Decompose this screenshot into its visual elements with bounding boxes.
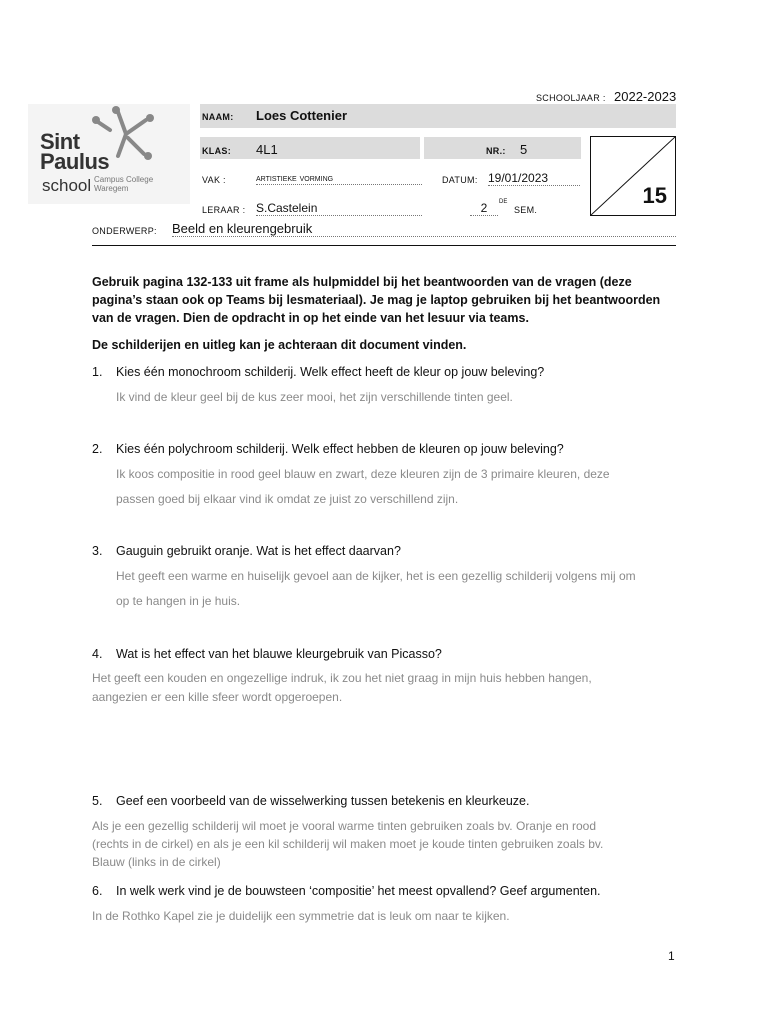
question-text: Kies één polychroom schilderij. Welk effect hebben de kleuren op jouw beleving?	[116, 442, 564, 456]
question-5	[92, 794, 529, 808]
logo-line2: Paulus	[40, 149, 110, 174]
question-number: 2.	[92, 442, 103, 456]
intro-note: De schilderijen en uitleg kan je achteraan dit document vinden.	[92, 338, 467, 352]
answer-2-line: Ik koos compositie in rood geel blauw en zwart, deze kleuren zijn de 3 primaire kleuren, deze	[116, 467, 610, 481]
datum-value: 19/01/2023	[488, 171, 580, 186]
question-1	[92, 365, 544, 379]
answer-5-line: (rechts in de cirkel) en als je een kil schilderij wil maken moet je koude tinten gebruiken zoals bv.	[92, 837, 604, 851]
logo-line1: Sint	[40, 129, 80, 154]
score-value: 15	[642, 183, 667, 208]
naam-value: Loes Cottenier	[256, 108, 348, 123]
answer-2-line: passen goed bij elkaar vind ik omdat ze juist zo verschillend zijn.	[116, 492, 459, 506]
question-4	[92, 647, 442, 661]
intro-paragraph	[92, 273, 692, 327]
school-logo	[28, 104, 190, 204]
klas-value: 4L1	[256, 142, 278, 157]
vak-label: VAK :	[202, 175, 226, 185]
logo-sub2: Waregem	[94, 184, 129, 193]
leraar-label: LERAAR :	[202, 205, 246, 215]
answer-1-line: Ik vind de kleur geel bij de kus zeer mooi, het zijn verschillende tinten geel.	[116, 390, 513, 404]
question-number: 5.	[92, 794, 103, 808]
nr-label: NR.:	[486, 146, 506, 156]
answer-3-line: op te hangen in je huis.	[116, 594, 241, 608]
leraar-value: S.Castelein	[256, 201, 422, 216]
question-2	[92, 442, 564, 456]
nr-value: 5	[520, 142, 528, 157]
sem-label: SEM.	[514, 205, 538, 215]
sem-value: 2	[470, 201, 498, 216]
answer-5-line: Als je een gezellig schilderij wil moet je vooral warme tinten gebruiken zoals bv. Oranje en rood	[92, 819, 597, 833]
score-box	[590, 136, 676, 216]
question-text: Geef een voorbeeld van de wisselwerking tussen betekenis en kleurkeuze.	[116, 794, 530, 808]
question-text: Wat is het effect van het blauwe kleurgebruik van Picasso?	[116, 647, 442, 661]
logo-line3: school	[42, 176, 92, 195]
answer-4-line: aangezien er een kille sfeer wordt opgeroepen.	[92, 690, 343, 704]
sem-sup: DE	[499, 199, 508, 205]
answer-6-line: In de Rothko Kapel zie je duidelijk een symmetrie dat is leuk om naar te kijken.	[92, 909, 510, 923]
question-text: In welk werk vind je de bouwsteen ‘compositie’ het meest opvallend? Geef argumenten.	[116, 884, 601, 898]
klas-row	[200, 137, 420, 159]
answer-4-line: Het geeft een kouden en ongezellige indruk, ik zou het niet graag in mijn huis hebben hangen,	[92, 671, 592, 685]
datum-label: DATUM:	[442, 175, 478, 185]
question-text: Gauguin gebruikt oranje. Wat is het effect daarvan?	[116, 544, 401, 558]
onderwerp-value: Beeld en kleurengebruik	[172, 221, 676, 237]
intro-line: van de vragen. Dien de opdracht in op het einde van het lesuur via teams.	[92, 311, 529, 325]
question-number: 4.	[92, 647, 103, 661]
question-number: 1.	[92, 365, 103, 379]
schooljaar-value: 2022-2023	[614, 89, 677, 104]
question-6	[92, 884, 601, 898]
klas-label: KLAS:	[202, 146, 231, 156]
intro-line: Gebruik pagina 132-133 uit frame als hulpmiddel bij het beantwoorden van de vragen (deze	[92, 275, 632, 289]
question-number: 3.	[92, 544, 103, 558]
logo-sub1: Campus College	[94, 175, 154, 184]
naam-label: NAAM:	[202, 112, 234, 122]
question-number: 6.	[92, 884, 103, 898]
intro-line: pagina’s staan ook op Teams bij lesmateriaal). Je mag je laptop gebruiken bij het beantwoorden	[92, 293, 661, 307]
header-divider	[92, 245, 676, 246]
page-number: 1	[668, 949, 675, 963]
answer-5-line: Blauw (links in de cirkel)	[92, 855, 221, 869]
schooljaar-label: SCHOOLJAAR :	[536, 93, 606, 103]
question-3	[92, 544, 401, 558]
vak-value: artistieke vorming	[256, 172, 422, 185]
onderwerp-label: ONDERWERP:	[92, 226, 157, 236]
answer-3-line: Het geeft een warme en huiselijk gevoel aan de kijker, het is een gezellig schilderij volgens mij om	[116, 569, 636, 583]
question-text: Kies één monochroom schilderij. Welk effect heeft de kleur op jouw beleving?	[116, 365, 545, 379]
